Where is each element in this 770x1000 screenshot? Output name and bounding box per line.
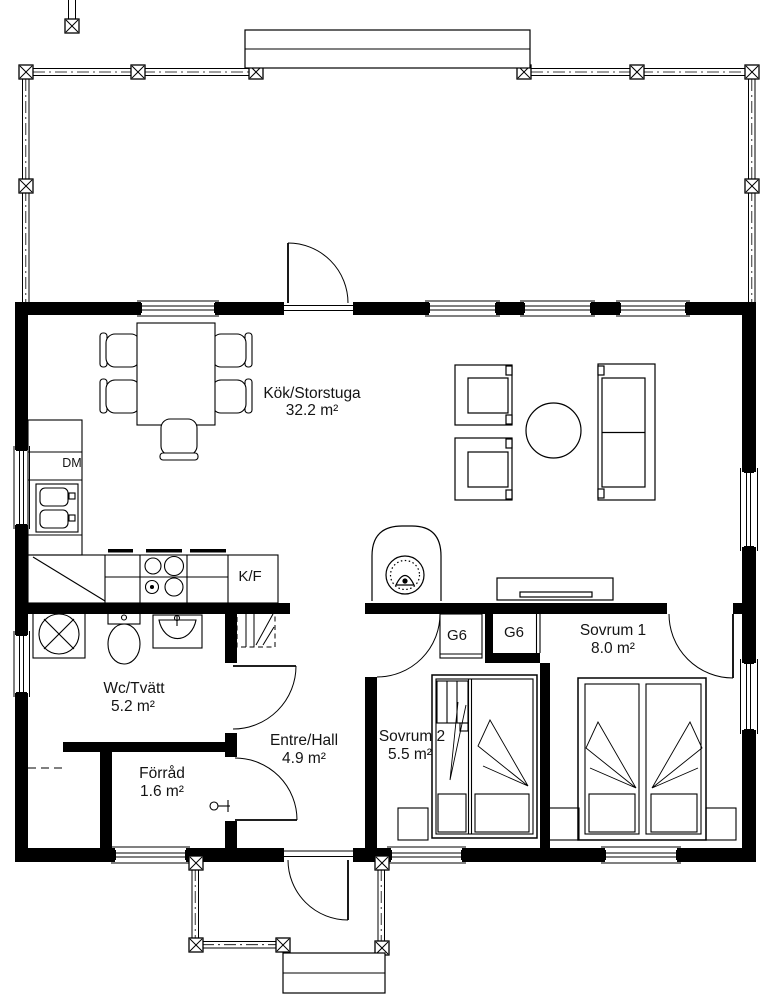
dining-chair [100,379,140,413]
armchair [455,365,512,425]
room-area-entre: 4.9 m² [282,750,326,767]
armchair [455,438,512,500]
doors [233,243,733,920]
window-top-3 [520,301,595,316]
forrad-door [235,758,297,820]
window-top-4 [616,301,690,316]
entrance-door [284,851,353,920]
room-area-sovrum1: 8.0 m² [591,640,635,657]
washing-machine-icon [33,610,85,658]
sovrum2-door [377,614,440,677]
living-room-furniture [372,364,655,601]
bed-sovrum1 [578,678,706,840]
nightstand [398,808,428,840]
dining-chair [160,419,198,460]
window-bottom-forrad [111,847,190,863]
attic-ladder-icon [237,612,275,647]
window-bottom-sovrum2 [387,847,466,863]
dining-chair [212,333,252,367]
water-valve-icon [210,800,230,812]
wardrobe-label-right: G6 [503,624,525,641]
upper-cabinet-marks [108,549,226,553]
room-label-kok: Kök/Storstuga [263,385,361,402]
room-label-sovrum2: Sovrum 2 [378,728,446,745]
tv-bench [497,578,613,600]
room-area-forrad: 1.6 m² [140,783,184,800]
dining-table [137,323,215,425]
room-label-forrad: Förråd [139,765,185,782]
room-area-sovrum2: 5.5 m² [388,746,432,763]
fridge-freezer-label: K/F [238,568,262,585]
room-label-wc: Wc/Tvätt [103,680,165,697]
window-bottom-sovrum1 [601,847,681,863]
wardrobe-right-front [537,614,541,653]
interior-walls [28,603,745,848]
deck-steps [245,30,530,68]
kitchen-sink-icon [36,484,78,532]
room-area-kok: 32.2 m² [285,402,339,419]
nightstand [706,808,736,840]
fireplace-icon [372,526,441,601]
dining-set [100,323,252,460]
sovrum1-door [669,614,733,678]
bed-sovrum2 [432,675,537,838]
room-label-sovrum1: Sovrum 1 [579,622,647,639]
washbasin-icon [153,615,202,648]
window-right-sovrum1 [741,659,758,734]
room-area-wc: 5.2 m² [111,698,155,715]
toilet-icon [108,612,140,664]
stove-icon [145,557,184,597]
porch-steps [283,953,385,993]
window-left-wc [14,631,30,697]
coffee-table [526,403,581,458]
wardrobe-label-left: G6 [446,627,468,644]
nightstand [549,808,579,840]
dining-chair [100,333,140,367]
window-right-living [741,468,758,551]
room-label-entre: Entre/Hall [269,732,339,749]
kitchen-counter-left [28,420,82,555]
dishwasher-label: DM [62,456,82,470]
window-left-kitchen [14,446,30,529]
sofa [598,364,655,500]
bunk-ladder-icon [437,681,468,731]
dining-chair [212,379,252,413]
window-top-1 [137,301,219,316]
window-top-2 [425,301,500,316]
wc-door [233,666,296,729]
deck-door [284,243,353,311]
